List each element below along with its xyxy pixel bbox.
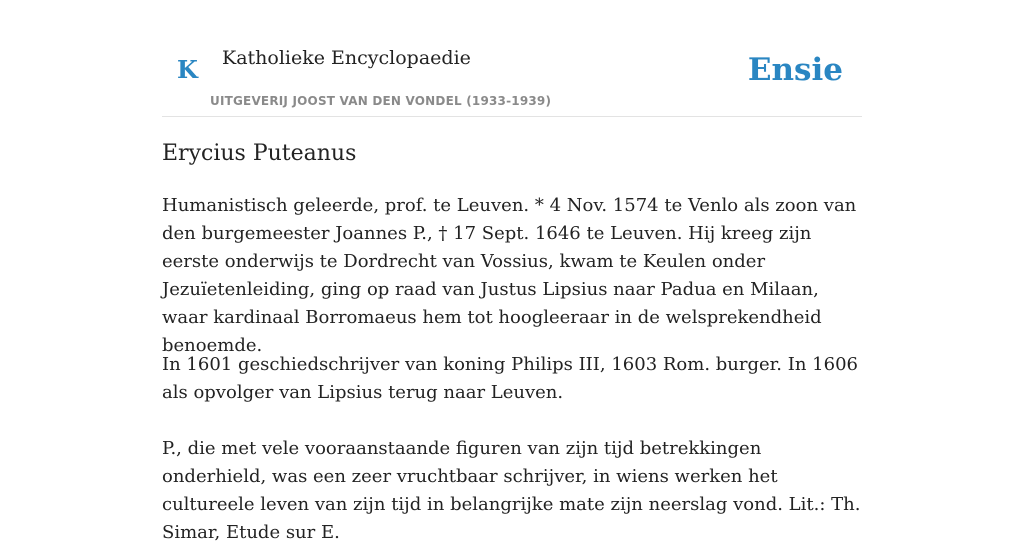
ensie-brand-logo[interactable]: Ensie <box>747 52 843 88</box>
encyclopedia-logo[interactable]: K <box>177 55 198 84</box>
article-paragraph: Humanistisch geleerde, prof. te Leuven. * 4 Nov. 1574 te Venlo als zoon van den burgemeester Joannes P., † 17 Sept. 1646 te Leuven. Hij kreeg zijn eerste onderwijs te Dordrecht van Vossius, kwam te Keulen onder Jezuïetenleiding, ging op raad van Justus Lipsius naar Padua en Milaan, waar kardinaal Borromaeus hem tot hoogleeraar in de welsprekendheid benoemde. <box>162 195 857 356</box>
site-header <box>162 0 862 117</box>
article-paragraph: In 1601 geschiedschrijver van koning Philips III, 1603 Rom. burger. In 1606 als opvolger van Lipsius terug naar Leuven. <box>162 354 858 403</box>
publisher-label: UITGEVERIJ JOOST VAN DEN VONDEL (1933-1939) <box>210 94 552 108</box>
encyclopedia-title-link[interactable]: Katholieke Encyclopaedie <box>222 47 471 69</box>
article-title: Erycius Puteanus <box>162 141 357 166</box>
article-paragraph: P., die met vele vooraanstaande figuren van zijn tijd betrekkingen onderhield, was een zeer vruchtbaar schrijver, in wiens werken het cultureele leven van zijn tijd in belangrijke mate zijn neerslag vond. Lit.: Th. Simar, Etude sur E. <box>162 438 861 543</box>
